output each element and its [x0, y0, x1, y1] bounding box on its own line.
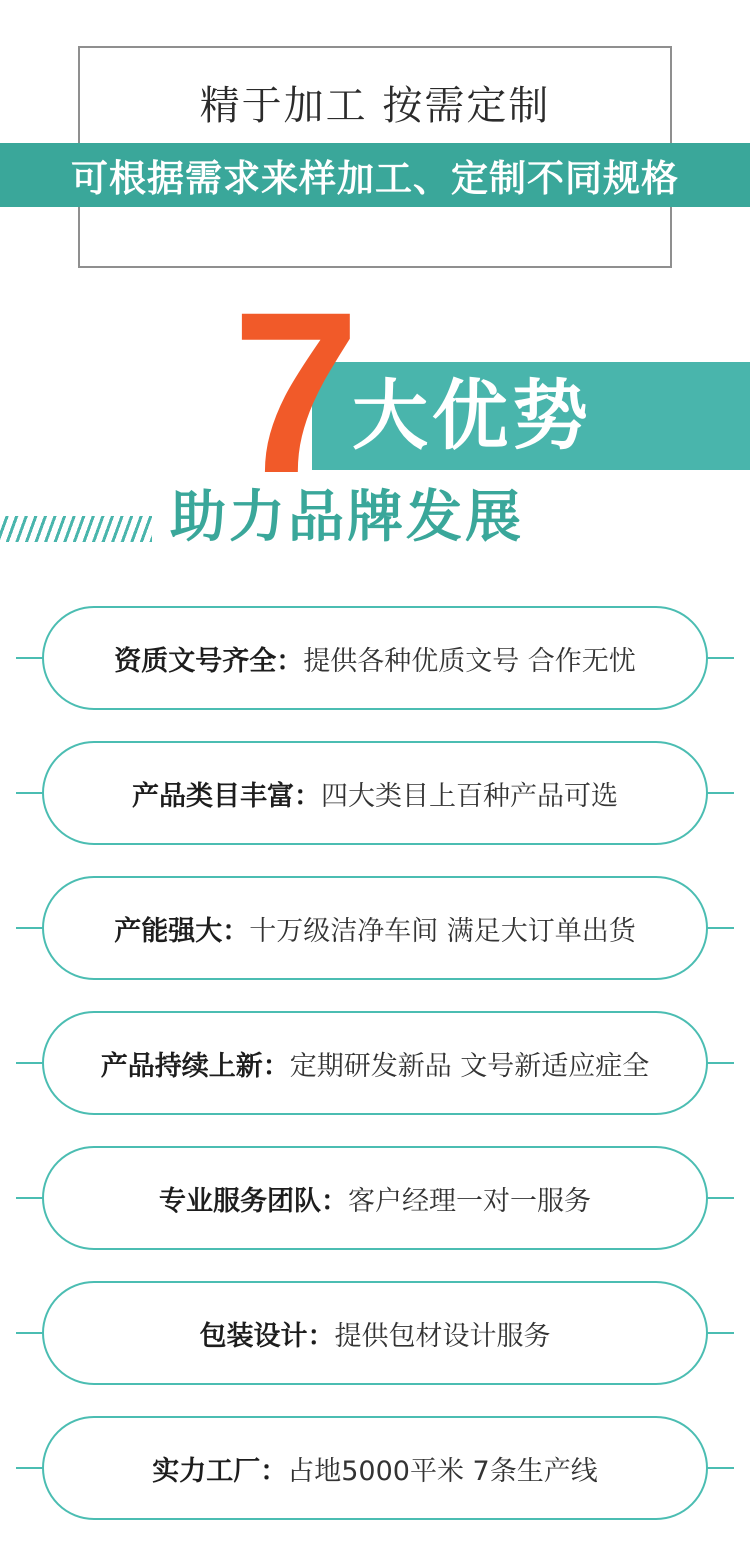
advantage-title: 实力工厂： [152, 1455, 288, 1487]
advantage-text [152, 1449, 597, 1488]
advantage-pill [42, 1416, 708, 1520]
list-item [0, 1404, 750, 1539]
list-item [0, 729, 750, 864]
advantage-number: 7 [232, 264, 360, 521]
advantage-pill [42, 1146, 708, 1250]
advantage-pill [42, 876, 708, 980]
page-title: 精于加工 按需定制 [199, 83, 551, 129]
advantage-title: 专业服务团队： [159, 1185, 348, 1217]
advantage-band-text: 大优势 [352, 371, 592, 460]
advantage-list [0, 590, 750, 1539]
advantage-title: 产能强大： [114, 915, 250, 947]
advantage-text [114, 639, 636, 678]
advantage-desc: 四大类目上百种产品可选 [321, 780, 618, 812]
advantage-desc: 占地5000平米 7条生产线 [287, 1455, 598, 1487]
list-item [0, 864, 750, 999]
advantage-pill [42, 741, 708, 845]
list-item [0, 1134, 750, 1269]
advantage-text [200, 1314, 551, 1353]
header-section [0, 0, 750, 290]
sub-slogan: 助力品牌发展 [170, 485, 524, 550]
advantage-desc: 提供各种优质文号 合作无忧 [303, 645, 636, 677]
advantage-title: 包装设计： [199, 1320, 335, 1352]
advantage-desc: 提供包材设计服务 [334, 1320, 551, 1352]
hatch-decoration-icon [0, 516, 152, 542]
advantage-pill [42, 606, 708, 710]
header-highlight-band [0, 143, 750, 207]
list-item [0, 594, 750, 729]
header-band-text: 可根据需求来样加工、定制不同规格 [71, 157, 679, 200]
advantage-text [159, 1179, 591, 1218]
advantage-text [101, 1044, 650, 1083]
advantage-pill [42, 1281, 708, 1385]
advantage-title: 资质文号齐全： [114, 645, 304, 677]
advantage-text [132, 774, 618, 813]
advantage-text [114, 909, 636, 948]
advantage-title: 产品类目丰富： [132, 780, 321, 812]
advantage-pill [42, 1011, 708, 1115]
list-item [0, 999, 750, 1134]
advantage-title: 产品持续上新： [100, 1050, 290, 1082]
advantage-desc: 定期研发新品 文号新适应症全 [289, 1050, 650, 1082]
list-item [0, 1269, 750, 1404]
advantage-desc: 十万级洁净车间 满足大订单出货 [249, 915, 636, 947]
advantage-desc: 客户经理一对一服务 [348, 1185, 591, 1217]
advantage-headline [0, 264, 750, 590]
